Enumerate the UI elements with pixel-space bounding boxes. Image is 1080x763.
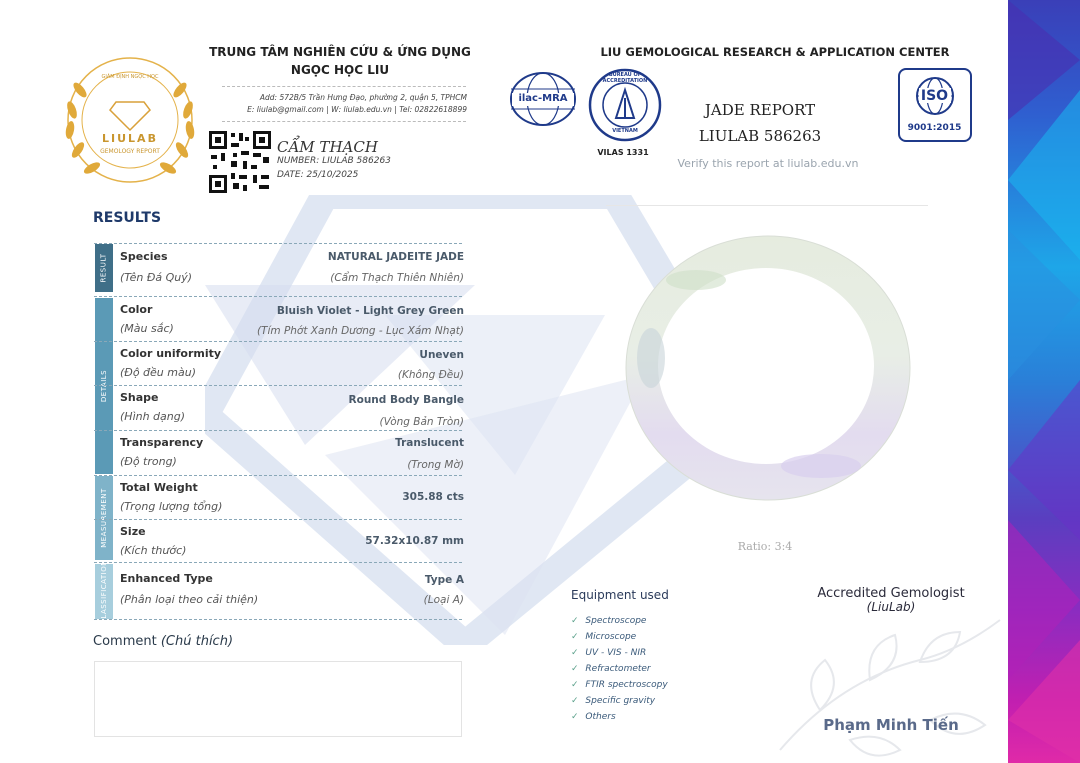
row-sub: (Hình dạng)	[120, 410, 186, 423]
row-label: Color uniformity	[120, 347, 222, 360]
row-sub: (Độ trong)	[120, 455, 177, 468]
vilas-label: VILAS 1331	[597, 148, 649, 157]
band-measurement: MEASUREMENT	[95, 476, 113, 560]
row-value: 57.32x10.87 mm	[365, 535, 464, 547]
equipment-item: ✓ Microscope	[571, 632, 668, 642]
equipment-item: ✓ Specific gravity	[571, 696, 668, 706]
row-sub: (Tên Đá Quý)	[120, 271, 193, 284]
band-result: RESULT	[95, 244, 113, 292]
row-value-sub: (Vòng Bản Tròn)	[379, 416, 464, 428]
row-value-sub: (Không Đều)	[397, 369, 464, 381]
divider	[94, 296, 462, 297]
boa-ring-text: BUREAU OF ACCREDITATION	[602, 72, 648, 84]
row-value: Type A	[424, 574, 464, 586]
divider	[222, 121, 466, 122]
boa-country: VIETNAM	[612, 128, 638, 134]
divider	[94, 430, 462, 431]
address: Add: 572B/5 Trần Hưng Đạo, phường 2, quận 5, TPHCM	[259, 93, 467, 102]
iso-badge	[898, 68, 972, 142]
row-sub: (Màu sắc)	[120, 322, 174, 335]
verify-link[interactable]: Verify this report at liulab.edu.vn	[677, 157, 859, 170]
jade-bangle-image	[606, 208, 928, 528]
leaf-ornament	[760, 600, 1005, 763]
divider	[94, 385, 462, 386]
row-value-sub: (Loại A)	[423, 594, 464, 606]
ratio-label: Ratio: 3:4	[737, 540, 793, 553]
row-label: Color	[120, 303, 153, 316]
divider	[94, 341, 462, 342]
boa-seal	[588, 68, 662, 142]
band-classification: CLASSIFICATION	[95, 564, 113, 619]
en-center-name: LIU GEMOLOGICAL RESEARCH & APPLICATION CENTER	[600, 45, 950, 59]
row-value: Uneven	[419, 349, 464, 361]
iso-code: 9001:2015	[907, 123, 962, 133]
qr-code[interactable]	[209, 131, 271, 193]
vn-center-line1: TRUNG TÂM NGHIÊN CỨU & ỨNG DỤNG	[209, 45, 471, 59]
equipment-item: ✓ UV - VIS - NIR	[571, 648, 668, 658]
jade-bangle-photo	[606, 208, 928, 528]
equipment-title: Equipment used	[571, 588, 669, 602]
row-sub: (Trọng lượng tổng)	[120, 500, 223, 513]
comment-label: Comment (Chú thích)	[93, 634, 234, 649]
gemologist-title: Accredited Gemologist	[817, 586, 965, 601]
ilac-mra-logo	[508, 71, 578, 131]
divider	[94, 475, 462, 476]
liulab-logo	[50, 50, 210, 190]
row-sub: (Kích thước)	[120, 544, 187, 557]
ilac-label: ilac-MRA	[518, 93, 568, 104]
row-value: 305.88 cts	[402, 491, 464, 503]
equipment-item: ✓ FTIR spectroscopy	[571, 680, 668, 690]
divider	[94, 619, 462, 620]
row-label: Size	[120, 525, 146, 538]
row-label: Transparency	[120, 436, 204, 449]
divider	[606, 205, 928, 206]
iso-label: ISO	[920, 88, 949, 104]
logo-ring-text: GEMOLOGY REPORT	[100, 148, 160, 155]
report-title: JADE REPORT	[704, 101, 816, 119]
divider	[222, 86, 466, 87]
row-label: Shape	[120, 391, 159, 404]
row-value: Bluish Violet - Light Grey Green	[276, 305, 464, 317]
row-sub: (Độ đều màu)	[120, 366, 196, 379]
report-number: LIULAB 586263	[698, 127, 822, 145]
row-label: Total Weight	[120, 481, 198, 494]
row-sub: (Phân loại theo cải thiện)	[120, 593, 259, 606]
report-date: DATE: 25/10/2025	[277, 170, 359, 180]
contact: E: liulab@gmail.com | W: liulab.edu.vn | Tel: 02822618899	[247, 105, 467, 114]
equipment-list	[571, 616, 668, 728]
qr-code-icon	[209, 131, 271, 193]
gemologist-name: Phạm Minh Tiến	[823, 716, 959, 734]
row-value: Translucent	[395, 437, 464, 449]
results-title: RESULTS	[93, 210, 162, 226]
gemologist-org: (LiuLab)	[866, 600, 916, 614]
row-value-sub: (Cẩm Thạch Thiên Nhiên)	[330, 272, 464, 284]
divider	[94, 519, 462, 520]
band-details: DETAILS	[95, 298, 113, 474]
report-number-meta: NUMBER: LIULAB 586263	[277, 156, 391, 166]
equipment-item: ✓ Others	[571, 712, 668, 722]
row-value: Round Body Bangle	[348, 394, 464, 406]
equipment-item: ✓ Refractometer	[571, 664, 668, 674]
equipment-item: ✓ Spectroscope	[571, 616, 668, 626]
laurel-wreath-icon	[50, 50, 210, 190]
logo-top-text: GIÁM ĐỊNH NGỌC HỌC	[101, 74, 159, 80]
stone-name: CẨM THẠCH	[277, 138, 378, 156]
decorative-side-band	[1008, 0, 1080, 763]
comment-box[interactable]	[94, 661, 462, 737]
divider	[94, 243, 462, 244]
row-value-sub: (Tím Phớt Xanh Dương - Lục Xám Nhạt)	[256, 325, 464, 337]
row-label: Species	[120, 250, 168, 263]
geometric-pattern	[1008, 0, 1080, 763]
divider	[94, 562, 462, 563]
vn-center-line2: NGỌC HỌC LIU	[290, 63, 390, 77]
row-label: Enhanced Type	[120, 572, 213, 585]
logo-name: LIULAB	[102, 132, 158, 145]
row-value-sub: (Trong Mờ)	[407, 459, 464, 471]
row-value: NATURAL JADEITE JADE	[327, 251, 464, 263]
